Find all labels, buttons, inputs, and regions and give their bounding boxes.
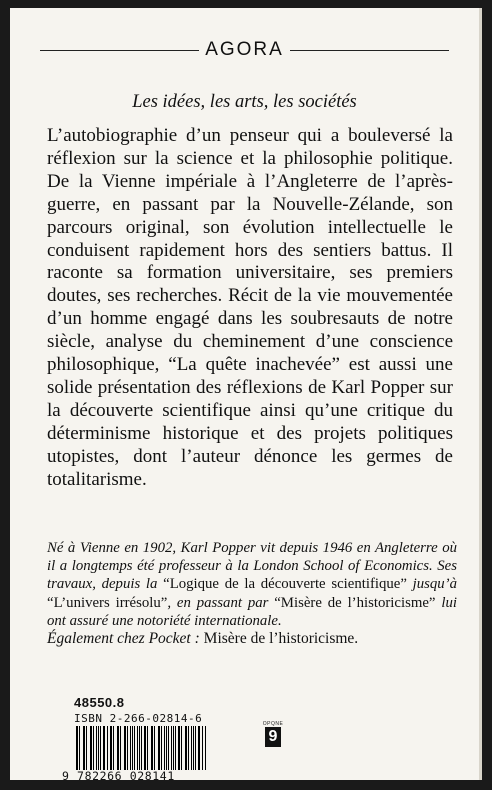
publisher-header [40, 40, 449, 60]
author-bio [47, 539, 457, 630]
barcode-bar [171, 726, 172, 770]
also-title: Misère de l’historicisme. [203, 630, 359, 647]
header-rule-right [290, 50, 449, 51]
barcode-bar [113, 726, 114, 770]
barcode [76, 726, 206, 770]
product-code: 48550.8 [74, 695, 125, 710]
isbn: ISBN 2-266-02814-6 [74, 712, 203, 725]
logo-number: 9 [265, 727, 281, 747]
barcode-block [62, 726, 212, 784]
barcode-bar [86, 726, 87, 770]
bio-work-2: “L’univers irrésolu” [47, 594, 168, 611]
bio-work-3: “Misère de l’historicisme” [274, 594, 436, 611]
book-back-cover [10, 8, 482, 783]
bio-part-4: lui ont assuré une notoriété internationale. [47, 594, 457, 629]
bio-part-1: Né à Vienne en 1902, Karl Popper vit depuis 1946 en Angleterre où il a longtemps été professeur à la London School of Economics. Ses travaux, depuis la [47, 540, 457, 593]
also-label: Également chez Pocket : [47, 630, 200, 647]
barcode-digits: 9 782266 028141 [62, 769, 175, 783]
barcode-bar [193, 726, 194, 770]
barcode-bar [151, 726, 152, 770]
price-category-logo [263, 721, 283, 747]
logo-caption: OPQNE [262, 721, 284, 727]
bio-part-3: , en passant par [167, 594, 275, 611]
collection-subtitle: Les idées, les arts, les sociétés [132, 92, 357, 112]
publisher-brand: AGORA [205, 39, 284, 60]
bio-part-2: jusqu’à [406, 576, 458, 593]
also-available [47, 630, 457, 648]
barcode-bar [98, 726, 99, 770]
bio-work-1: “Logique de la découverte scientifique” [163, 576, 407, 593]
book-description: L’autobiographie d’un penseur qui a bouleversé la réflexion sur la science et la philosophie politique. De la Vienne impériale à l’Angleterre de l’après-guerre, en passant par la Nouvelle-Zélande, son parcours original, son évolution intellectuelle le conduisent rapidement hors des sentiers battus. Il raconte sa formation universitaire, ses premiers doutes, ses recherches. Récit de la vie mouvementée d’un homme engagé dans les soubresauts de notre siècle, analyse du cheminement d’une conscience philosophique, “La quête inachevée” est aussi une solide présentation des réflexions de Karl Popper sur la découverte scientifique ainsi qu’une critique du déterminisme historique et des projets politiques utopistes, dont l’auteur dénonce les germes de totalitarisme. [47, 125, 453, 490]
header-rule-left [40, 50, 199, 51]
barcode-bar [130, 726, 131, 770]
